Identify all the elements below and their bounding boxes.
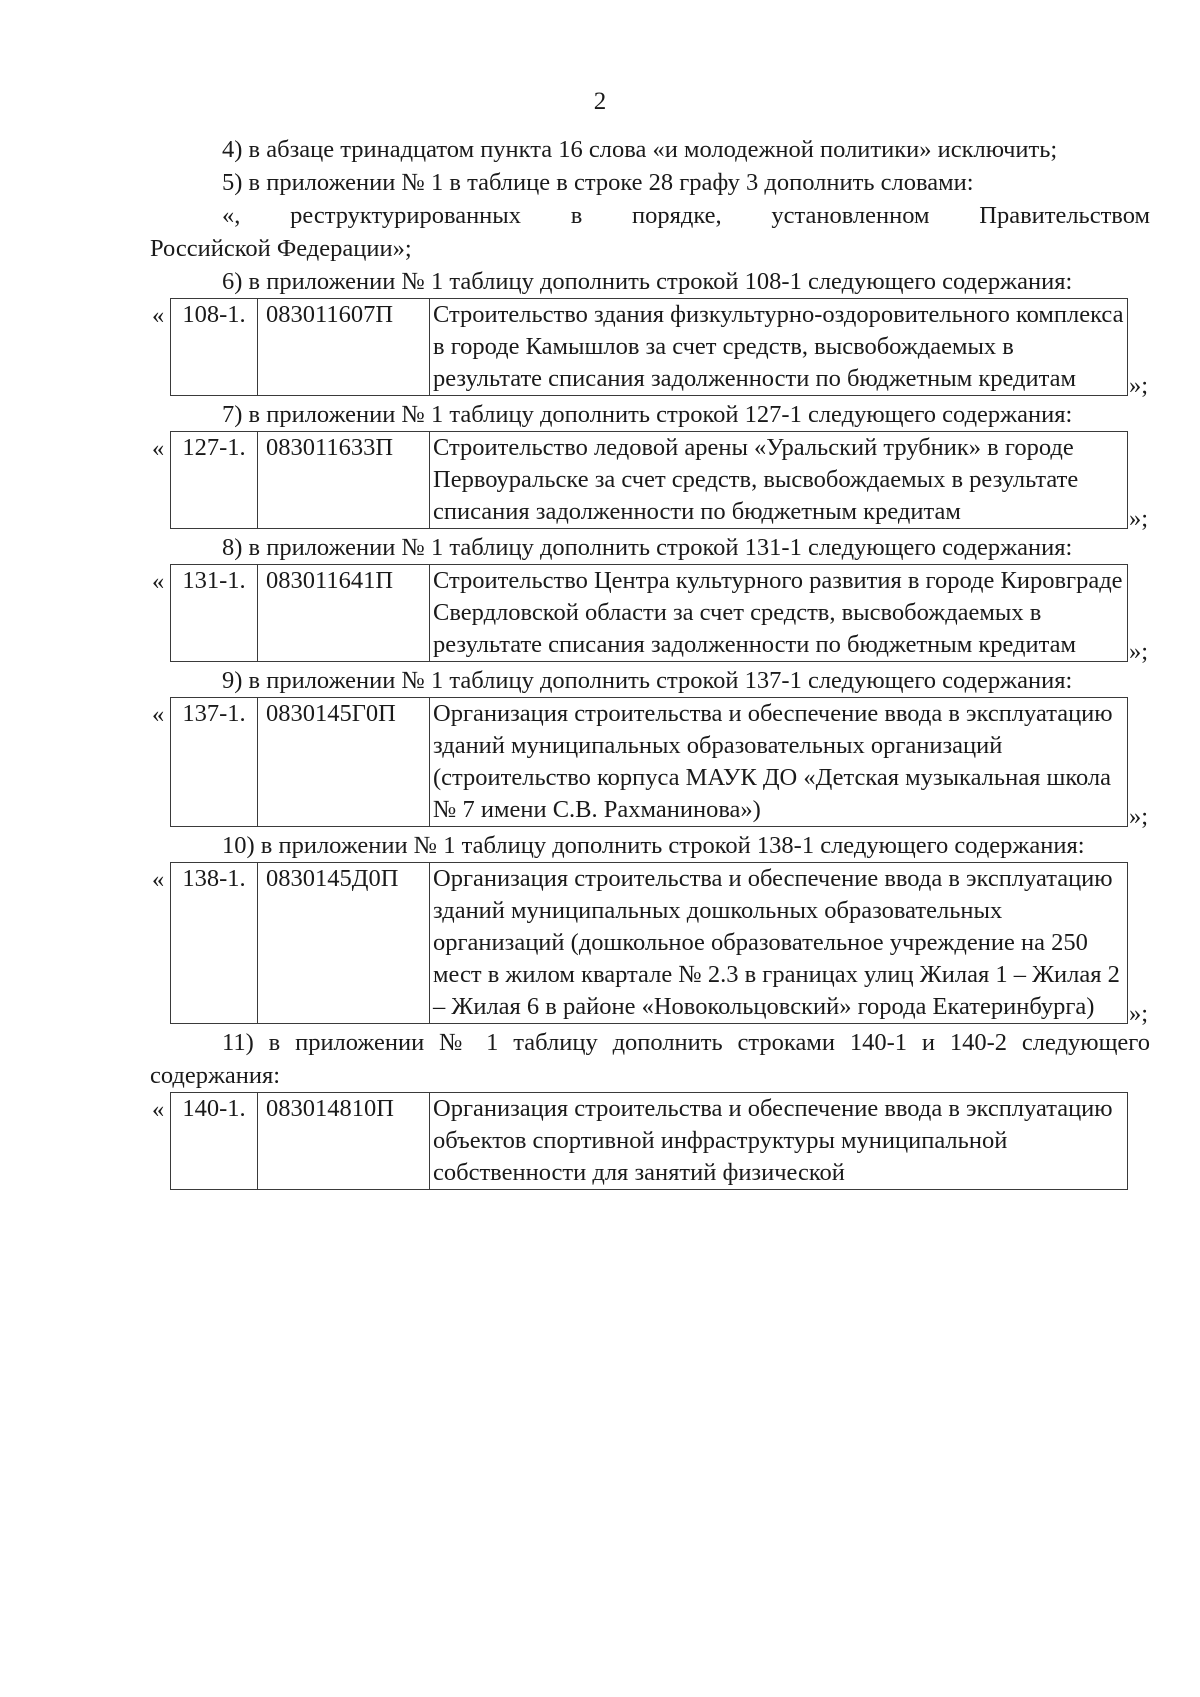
row-code: 083014810П	[258, 1093, 430, 1190]
table-row	[171, 698, 1128, 827]
insert-table-108-1	[152, 298, 1150, 399]
row-table	[170, 862, 1128, 1024]
paragraph-9: 9) в приложении № 1 таблицу дополнить строкой 137-1 следующего содержания:	[222, 667, 1073, 694]
opening-quote: «	[152, 435, 165, 462]
document-body	[150, 133, 1150, 1192]
row-table	[170, 697, 1128, 827]
opening-quote: «	[152, 302, 165, 329]
insert-table-138-1	[152, 862, 1150, 1027]
paragraph-5: 5) в приложении № 1 в таблице в строке 28 графу 3 дополнить словами:	[222, 169, 974, 196]
opening-quote: «	[152, 701, 165, 728]
insert-table-131-1	[152, 564, 1150, 665]
row-number: 137-1.	[171, 698, 258, 827]
paragraph-10: 10) в приложении № 1 таблицу дополнить строкой 138-1 следующего содержания:	[222, 832, 1085, 859]
row-code: 083011641П	[258, 565, 430, 662]
row-description: Организация строительства и обеспечение ввода в эксплуатацию объектов спортивной инфраструктуры муниципальной собственности для занятий физической	[430, 1093, 1128, 1190]
row-description: Строительство ледовой арены «Уральский трубник» в городе Первоуральске за счет средств, высвобождаемых в результате списания задолженности по бюджетным кредитам	[430, 432, 1128, 529]
closing-quote: »;	[1128, 372, 1148, 399]
opening-quote: «	[152, 1096, 165, 1123]
row-code: 0830145Г0П	[258, 698, 430, 827]
row-table	[170, 1092, 1128, 1190]
row-code: 0830145Д0П	[258, 863, 430, 1024]
row-description: Строительство Центра культурного развития в городе Кировграде Свердловской области за счет средств, высвобождаемых в результате списания задолженности по бюджетным кредитам	[430, 565, 1128, 662]
table-row	[171, 299, 1128, 396]
row-table	[170, 564, 1128, 662]
closing-quote: »;	[1128, 505, 1148, 532]
paragraph-11: 11) в приложении № 1 таблицу дополнить строками 140-1 и 140-2 следующего содержания:	[150, 1029, 1150, 1089]
opening-quote: «	[152, 866, 165, 893]
insert-table-127-1	[152, 431, 1150, 532]
paragraph-6: 6) в приложении № 1 таблицу дополнить строкой 108-1 следующего содержания:	[222, 268, 1073, 295]
row-description: Строительство здания физкультурно-оздоровительного комплекса в городе Камышлов за счет средств, высвобождаемых в результате списания задолженности по бюджетным кредитам	[430, 299, 1128, 396]
opening-quote: «	[152, 568, 165, 595]
paragraph-8: 8) в приложении № 1 таблицу дополнить строкой 131-1 следующего содержания:	[222, 534, 1073, 561]
paragraph-5-quote-line2: Российской Федерации»;	[150, 235, 412, 262]
insert-table-140-1	[152, 1092, 1150, 1190]
table-row	[171, 1093, 1128, 1190]
row-code: 083011633П	[258, 432, 430, 529]
row-number: 127-1.	[171, 432, 258, 529]
row-description: Организация строительства и обеспечение ввода в эксплуатацию зданий муниципальных дошкольных образовательных организаций (дошкольное образовательное учреждение на 250 мест в жилом квартале № 2.3 в границах улиц Жилая 1 – Жилая 2 – Жилая 6 в районе «Новокольцовский» города Екатеринбурга)	[430, 863, 1128, 1024]
table-row	[171, 863, 1128, 1024]
table-row	[171, 432, 1128, 529]
row-number: 140-1.	[171, 1093, 258, 1190]
row-number: 108-1.	[171, 299, 258, 396]
table-row	[171, 565, 1128, 662]
closing-quote: »;	[1128, 803, 1148, 830]
row-table	[170, 431, 1128, 529]
closing-quote: »;	[1128, 638, 1148, 665]
paragraph-5-quote-line1: «, реструктурированных в порядке, установленном Правительством	[222, 202, 1150, 229]
closing-quote: »;	[1128, 1000, 1148, 1027]
page-number: 2	[593, 88, 607, 115]
paragraph-7: 7) в приложении № 1 таблицу дополнить строкой 127-1 следующего содержания:	[222, 401, 1073, 428]
row-description: Организация строительства и обеспечение ввода в эксплуатацию зданий муниципальных образовательных организаций (строительство корпуса МАУК ДО «Детская музыкальная школа № 7 имени С.В. Рахманинова»)	[430, 698, 1128, 827]
row-number: 138-1.	[171, 863, 258, 1024]
row-table	[170, 298, 1128, 396]
insert-table-137-1	[152, 697, 1150, 830]
row-number: 131-1.	[171, 565, 258, 662]
row-code: 083011607П	[258, 299, 430, 396]
paragraph-4: 4) в абзаце тринадцатом пункта 16 слова «и молодежной политики» исключить;	[222, 136, 1058, 163]
